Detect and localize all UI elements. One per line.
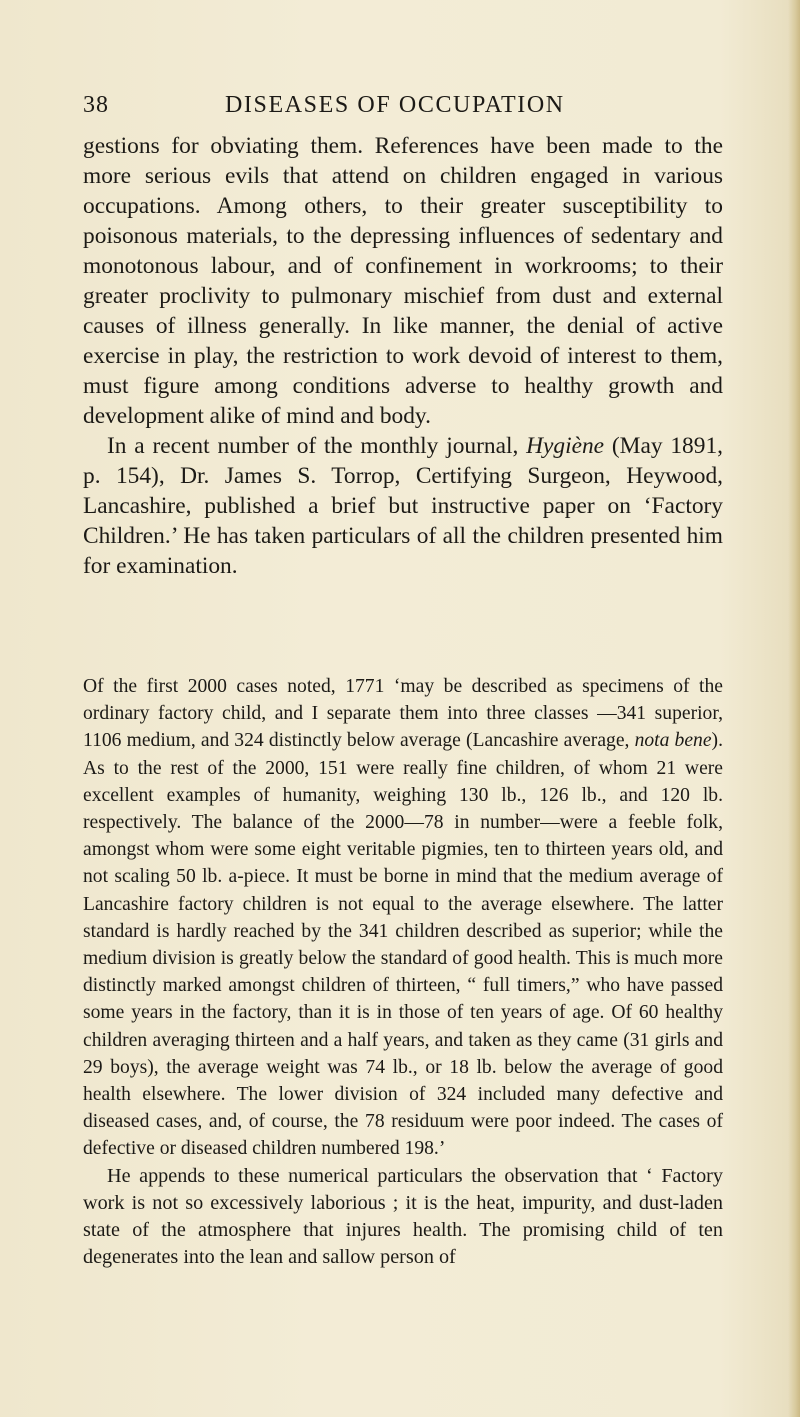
quote-text: Of the first 2000 cases noted, 1771 ‘may be described as specimens of the ordinary factory child, and I separate them into three classes —341 superior, 1106 medium, and 324 distinctly below average (Lancashire average, bbox=[83, 676, 723, 752]
page-edge bbox=[788, 0, 800, 1417]
quote-text: ). As to the rest of the 2000, 151 were really fine children, of whom 21 were excellent examples of humanity, weighing 130 lb., 126 lb., and 120 lb. respectively. The balance of the 2000—78 in number—were a feeble folk, amongst whom were some eight veritable pigmies, ten to thirteen years old, and not scaling 50 lb. a-piece. It must be borne in mind that the medium average of Lancashire factory children is not equal to the average elsewhere. The latter standard is hardly reached by the 341 children described as superior; while the medium division is greatly below the standard of good health. This is much more distinctly marked amongst children of thirteen, “ full timers,” who have passed some years in the factory, than it is in those of ten years of age. Of 60 healthy children averaging thirteen and a half years, and taken as they came (31 girls and 29 boys), the average weight was 74 lb., or 18 lb. below the average of good health elsewhere. The lower division of 324 included many defective and diseased cases, and, of course, the 78 residuum were poor indeed. The cases of defective or diseased children numbered 198.’ bbox=[83, 730, 723, 1160]
running-title: DISEASES OF OCCUPATION bbox=[225, 92, 565, 118]
paragraph-text: In a recent number of the monthly journal, bbox=[107, 433, 527, 459]
journal-title: Hygiène bbox=[526, 433, 605, 459]
quoted-extract bbox=[83, 673, 723, 1271]
paragraph-intro: gestions for obviating them. References have been made to the more serious evils that attend on children engaged in various occupations. Among others, to their greater susceptibility to poisonous materials, to the depressing influences of sedentary and monotonous labour, and of confinement in workrooms; to their greater proclivity to pulmonary mischief from dust and external causes of illness generally. In like manner, the denial of active exercise in play, the restriction to work devoid of interest to them, must figure among conditions adverse to healthy growth and development alike of mind and body. bbox=[83, 133, 723, 429]
paragraph-text: (May 1891, p. 154), Dr. James S. Torrop, Certifying Surgeon, Heywood, Lancashire, published a brief but instructive paper on ‘Factory Children.’ He has taken particulars of all the children presented him for examination. bbox=[83, 433, 723, 579]
appends-paragraph: He appends to these numerical particulars the observation that ‘ Factory work is not so excessively laborious ; it is the heat, impurity, and dust-laden state of the atmosphere that injures health. The promising child of ten degenerates into the lean and sallow person of bbox=[83, 1164, 723, 1269]
page-header bbox=[83, 92, 723, 124]
body-text bbox=[83, 131, 723, 581]
nota-bene: nota bene bbox=[634, 730, 712, 752]
page-number: 38 bbox=[83, 92, 109, 118]
quote-paragraph bbox=[83, 673, 723, 1163]
paragraph-torrop bbox=[83, 431, 723, 581]
